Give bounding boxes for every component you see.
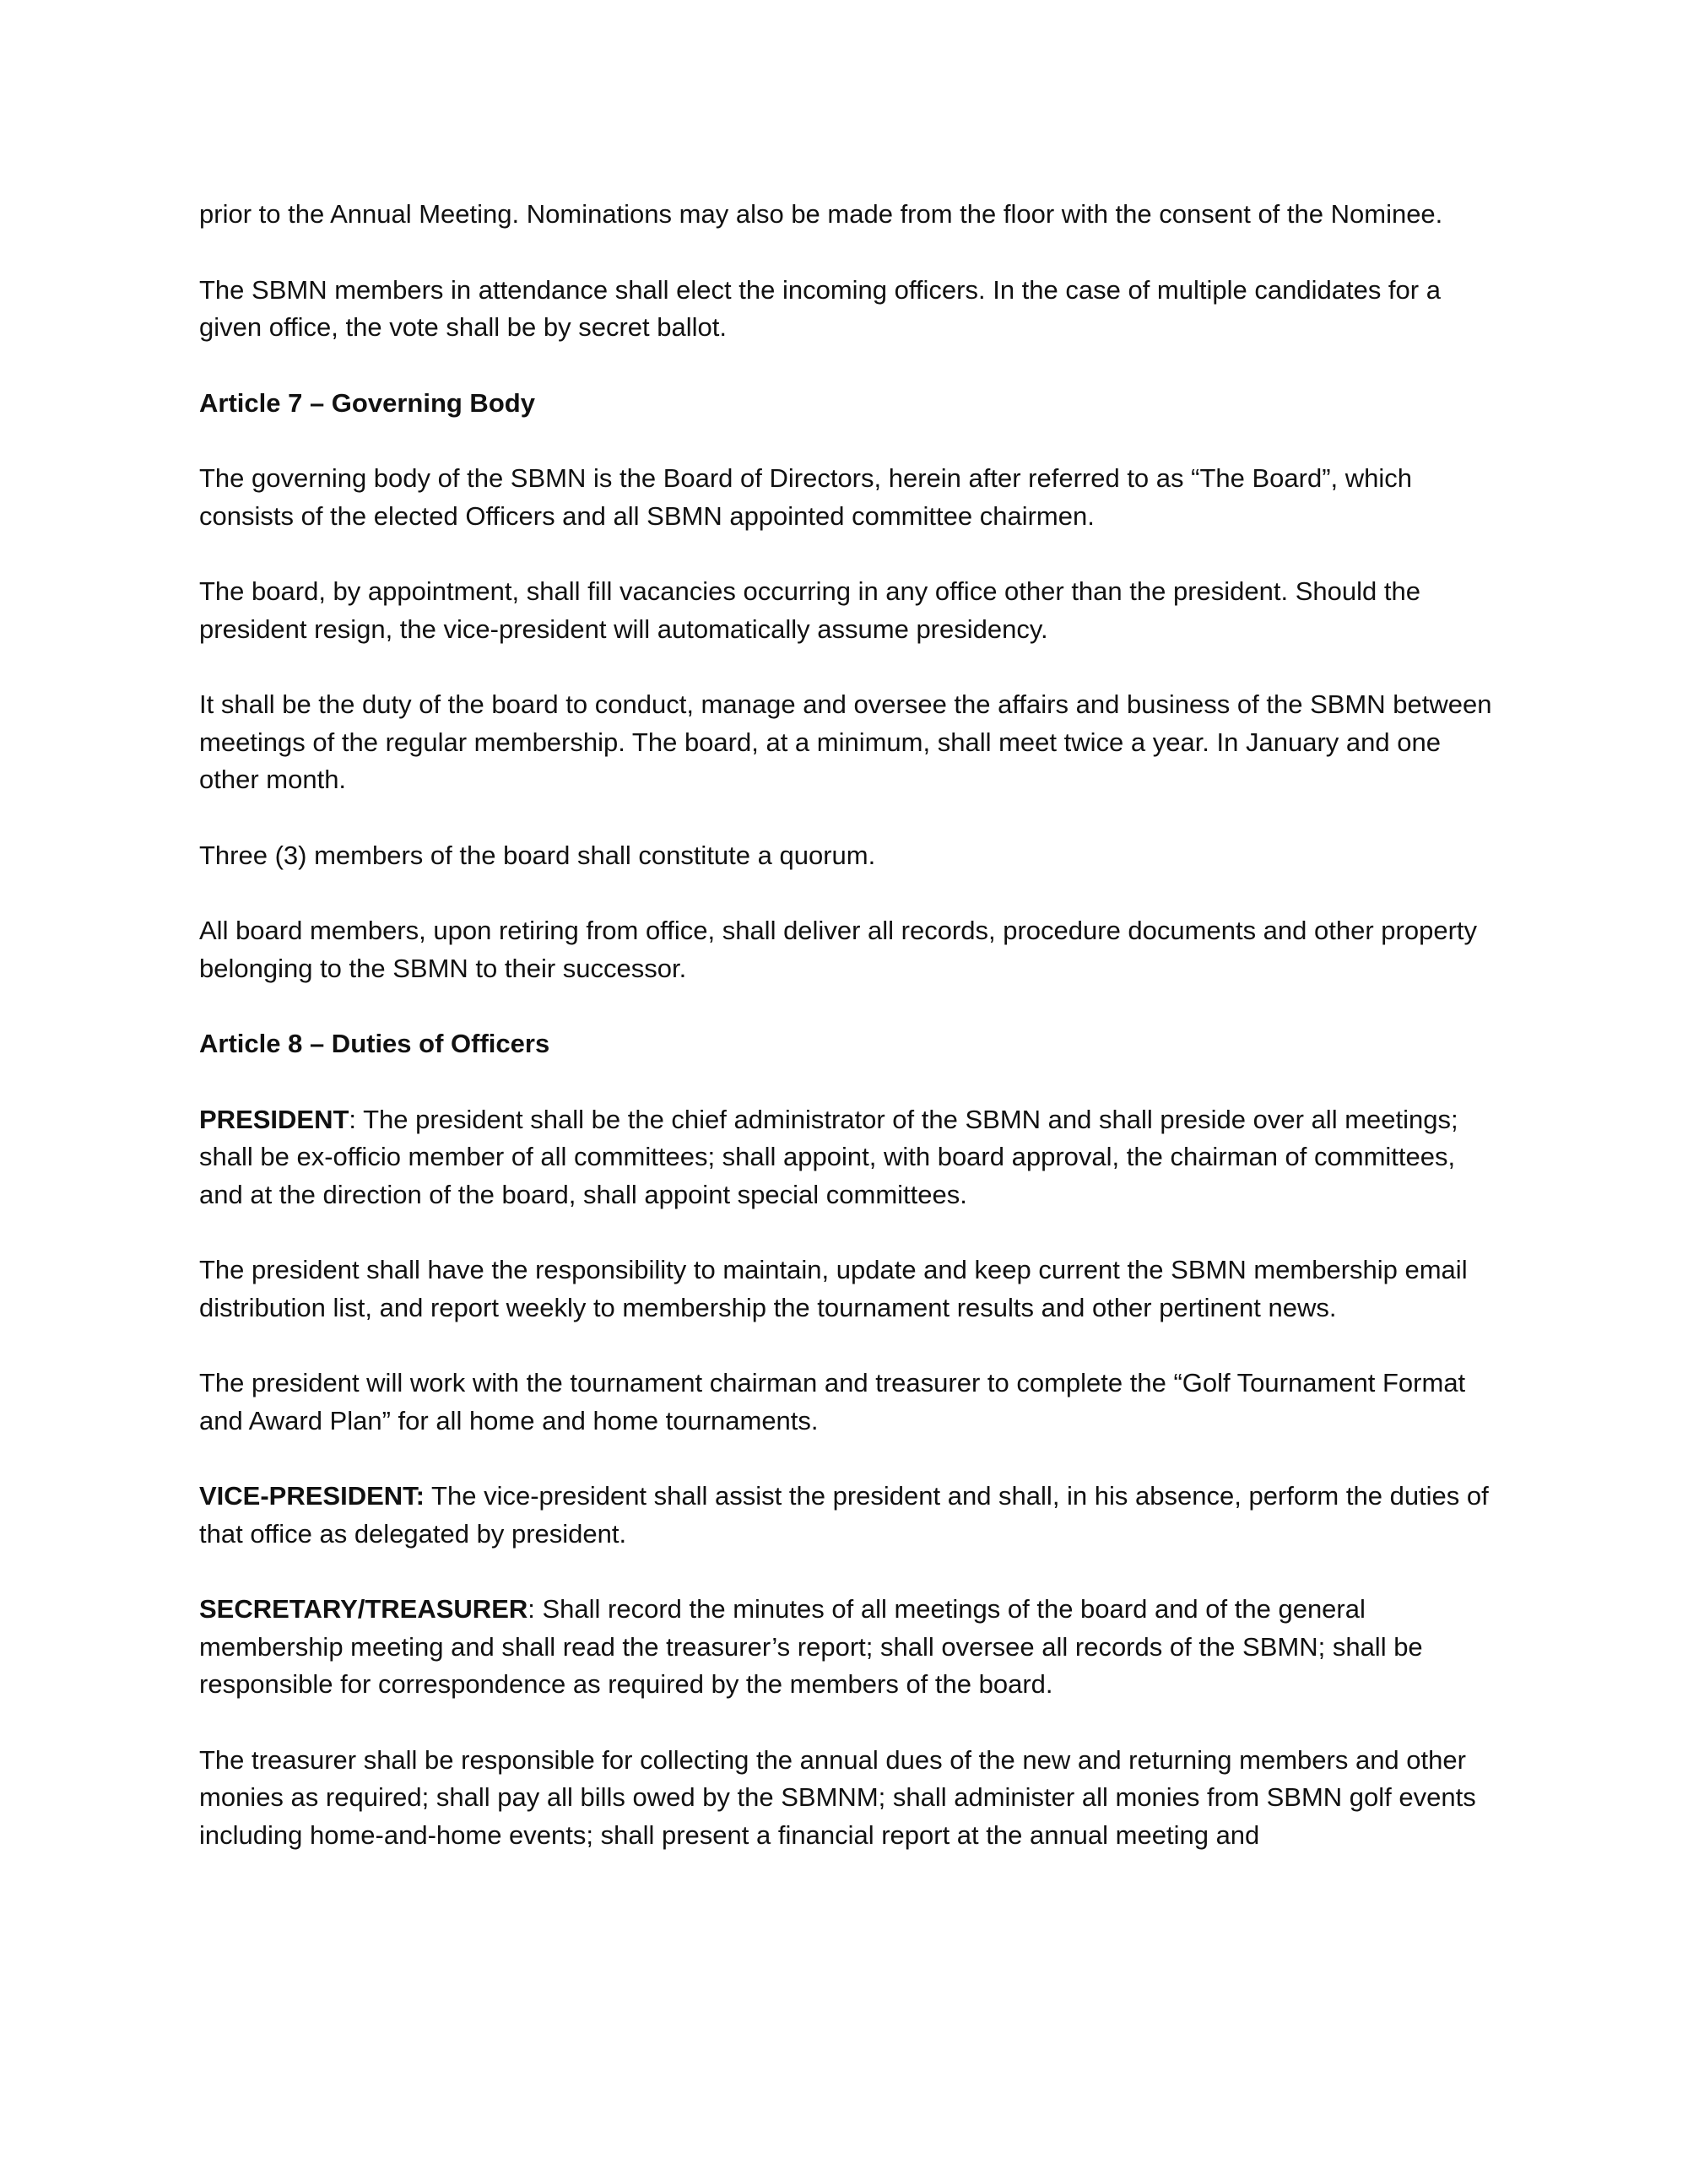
document-body: [199, 196, 1499, 1892]
paragraph-board-duty: It shall be the duty of the board to conduct, manage and oversee the affairs and business of the SBMN between meetings of the regular membership. The board, at a minimum, shall meet twice a year. In January and one other month.: [199, 689, 1492, 794]
article-8-heading: Article 8 – Duties of Officers: [199, 1029, 550, 1058]
paragraph-president: [199, 1101, 1499, 1214]
paragraph-treasurer-duties: The treasurer shall be responsible for collecting the annual dues of the new and returning members and other monies as required; shall pay all bills owed by the SBMNM; shall administer all monies from SBMN golf events including home-and-home events; shall present a financial report at the annual meeting and: [199, 1744, 1476, 1850]
secretary-treasurer-text: : Shall record the minutes of all meetings of the board and of the general membership meeting and shall read the treasurer’s report; shall oversee all records of the SBMN; shall be responsible for correspondence as required by the members of the board.: [199, 1594, 1423, 1699]
president-text: : The president shall be the chief administrator of the SBMN and shall preside over all meetings; shall be ex-officio member of all committees; shall appoint, with board approval, the chairman of committees, and at the direction of the board, shall appoint special committees.: [199, 1104, 1458, 1209]
paragraph-governing-body: The governing body of the SBMN is the Board of Directors, herein after referred to as “The Board”, which consists of the elected Officers and all SBMN appointed committee chairmen.: [199, 463, 1413, 531]
paragraph-records: All board members, upon retiring from office, shall deliver all records, procedure documents and other property belonging to the SBMN to their successor.: [199, 916, 1478, 983]
paragraph-quorum: Three (3) members of the board shall constitute a quorum.: [199, 840, 876, 870]
paragraph-nominations: prior to the Annual Meeting. Nominations may also be made from the floor with the consent of the Nominee.: [199, 199, 1443, 229]
vice-president-label: VICE-PRESIDENT:: [199, 1481, 425, 1511]
paragraph-president-tournament: The president will work with the tournament chairman and treasurer to complete the “Golf Tournament Format and Award Plan” for all home and home tournaments.: [199, 1368, 1466, 1435]
president-label: PRESIDENT: [199, 1104, 349, 1134]
paragraph-secretary-treasurer: [199, 1591, 1499, 1704]
paragraph-election: The SBMN members in attendance shall elect the incoming officers. In the case of multiple candidates for a given office, the vote shall be by secret ballot.: [199, 274, 1441, 342]
paragraph-vacancies: The board, by appointment, shall fill vacancies occurring in any office other than the president. Should the president resign, the vice-president will automatically assume presidency.: [199, 576, 1420, 644]
secretary-treasurer-label: SECRETARY/TREASURER: [199, 1594, 528, 1624]
article-7-heading: Article 7 – Governing Body: [199, 387, 535, 418]
paragraph-vice-president: [199, 1478, 1499, 1553]
paragraph-president-email: The president shall have the responsibility to maintain, update and keep current the SBMN membership email distribution list, and report weekly to membership the tournament results and other pertinent news.: [199, 1255, 1468, 1322]
vice-president-text: The vice-president shall assist the president and shall, in his absence, perform the duties of that office as delegated by president.: [199, 1481, 1489, 1549]
